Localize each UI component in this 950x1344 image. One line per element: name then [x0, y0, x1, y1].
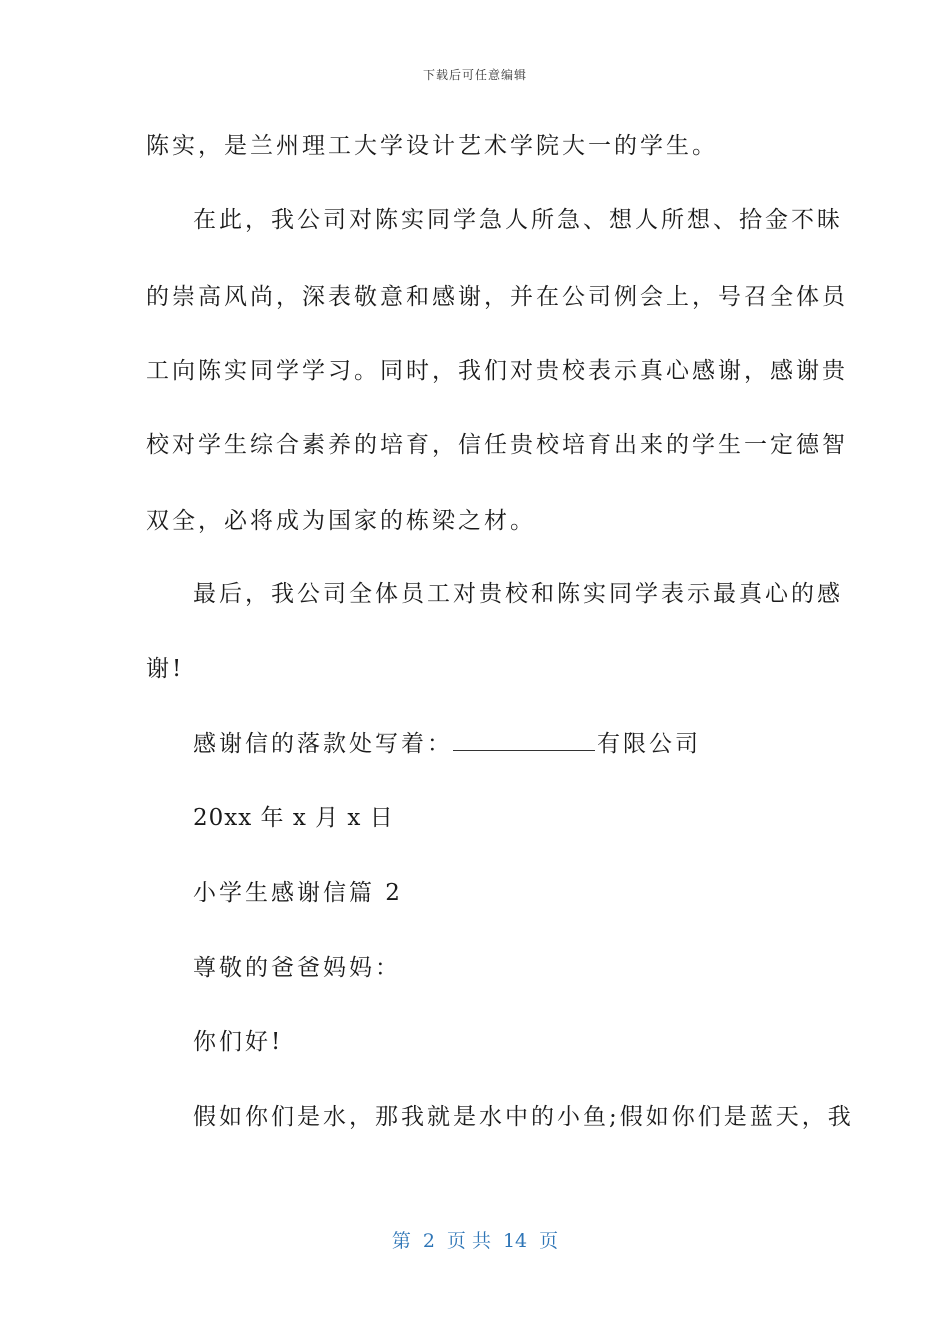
letter-first-line: 假如你们是水，那我就是水中的小鱼;假如你们是蓝天，我	[193, 1104, 854, 1130]
paragraph-line: 谢!	[146, 656, 185, 682]
page-number-footer	[0, 1226, 950, 1253]
section-title: 小学生感谢信篇 2	[193, 880, 403, 906]
paragraph-line: 的崇高风尚，深表敬意和感谢，并在公司例会上，号召全体员	[146, 284, 848, 310]
paragraph-line: 双全，必将成为国家的栋梁之材。	[146, 508, 536, 534]
paragraph-line: 在此，我公司对陈实同学急人所急、想人所想、拾金不昧	[193, 207, 843, 233]
paragraph-line: 校对学生综合素养的培育，信任贵校培育出来的学生一定德智	[146, 432, 848, 458]
page-header-note: 下载后可任意编辑	[422, 68, 527, 82]
paragraph-line: 工向陈实同学学习。同时，我们对贵校表示真心感谢，感谢贵	[146, 358, 848, 384]
letter-salutation: 尊敬的爸爸妈妈：	[193, 955, 401, 981]
footer-page-number: 2	[422, 1230, 435, 1252]
footer-prefix: 第	[391, 1230, 411, 1252]
paragraph-line: 陈实，是兰州理工大学设计艺术学院大一的学生。	[146, 133, 718, 159]
signature-suffix: 有限公司	[597, 731, 701, 757]
signature-prefix: 感谢信的落款处写着：	[193, 731, 453, 757]
date-line: 20xx 年 x 月 x 日	[193, 805, 394, 831]
footer-middle: 页 共	[446, 1230, 491, 1252]
letter-greeting: 你们好!	[193, 1029, 284, 1055]
footer-suffix: 页	[539, 1230, 559, 1252]
signature-line	[193, 729, 701, 759]
paragraph-line: 最后，我公司全体员工对贵校和陈实同学表示最真心的感	[193, 581, 843, 607]
signature-blank	[453, 730, 595, 751]
footer-total-pages: 14	[502, 1230, 528, 1252]
